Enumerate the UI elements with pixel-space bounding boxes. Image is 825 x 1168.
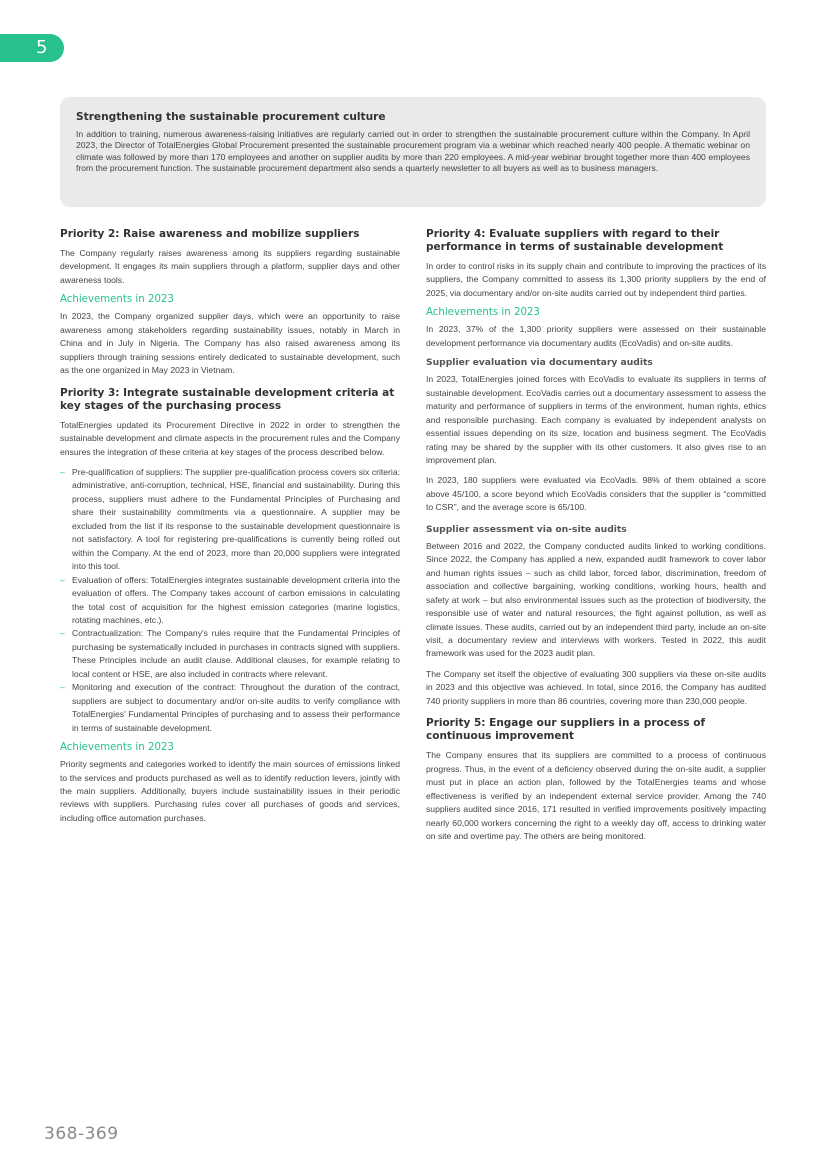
priority-2-achievements-text: In 2023, the Company organized supplier days, which were an opportunity to raise awareness among stakeholders regarding sustainability issues, notably in March in China and in July in Nigeria. The Company has also raised awareness among its suppliers through training sessions entirely dedicated to sustainable development, such as the one organized in May 2023 in Vietnam. bbox=[60, 311, 400, 376]
right-column bbox=[426, 228, 766, 850]
callout-box bbox=[60, 97, 766, 207]
onsite-audits-text-1: Between 2016 and 2022, the Company conducted audits linked to working conditions. Since 2022, the Company has applied a new, expanded audit framework to cover labor and human rights issues – such as child labor, forced labor, discrimination, freedom of association and collective bargaining, working conditions, working hours, health and safety at work – but also environmental issues such as the protection of biodiversity, the responsible use of water and natural resources, the fight against pollution, as well as climate issues. These audits, carried out by an independent third party, include an on-site visit, a documentary review and interviews with workers. Tested in 2022, this audit framework was used for the 2023 audit plan. bbox=[426, 540, 766, 659]
priority-5-title: Priority 5: Engage our suppliers in a process of continuous improvement bbox=[426, 717, 706, 743]
documentary-audits-text-1: In 2023, TotalEnergies joined forces with EcoVadis to evaluate its suppliers in terms of sustainable development. EcoVadis carries out a documentary assessment to assess the maturity and performance of suppliers in terms of the environment, human rights, ethics and responsible purchasing. Each company is evaluated by independent analysts on essential issues depending on its size, location and business segment. The EcoVadis rating may be shared by the supplier with its other customers. It also gives rise to an improvement plan. bbox=[426, 374, 766, 465]
priority-3-achievements-text: Priority segments and categories worked to identify the main sources of emissions linked to the services and products purchased as well as to identify reduction levers, jointly with the main suppliers. Additionally, buyers include sustainability issues in their periodic reviews with suppliers. Purchasing rules cover all purchases of goods and services, including office automation purchases. bbox=[60, 759, 400, 823]
list-item bbox=[60, 627, 400, 681]
list-item-text: Monitoring and execution of the contract: Throughout the duration of the contract, suppliers are subject to documentary and/or on-site audits to verify compliance with TotalEnergies' Fundamental Principles of purchasing and to assess their performance in terms of sustainable development. bbox=[72, 682, 400, 733]
list-item bbox=[60, 466, 400, 574]
chapter-tab: 5 bbox=[0, 34, 64, 62]
priority-5-text: The Company ensures that its suppliers are committed to a process of continuous progress. Thus, in the event of a deficiency observed during the on-site audit, a supplier must put in place an action plan, followed by the TotalEnergies teams and whose effectiveness is verified by an independent external service provider. Among the 740 suppliers audited since 2016, 171 resulted in verified improvements positively impacting nearly 60,000 workers concerning the right to a weekly day off, access to drinking water on site and overtime pay. The others are being monitored. bbox=[426, 750, 766, 841]
list-item-text: Contractualization: The Company's rules require that the Fundamental Principles of purchasing be systematically included in purchases in contracts signed with suppliers. These Principles include an audit clause. Additional clauses, for example relating to local content or HSE, are also included in contracts where relevant. bbox=[72, 628, 400, 679]
priority-4-title: Priority 4: Evaluate suppliers with regard to their performance in terms of sustainable development bbox=[426, 228, 724, 253]
dash-bullet: – bbox=[60, 628, 65, 639]
onsite-audits-text-2: The Company set itself the objective of evaluating 300 suppliers via these on-site audits in 2023 and this objective was achieved. In total, since 2016, the Company has audited 740 priority suppliers in more than 86 countries, covering more than 230,000 people. bbox=[426, 668, 766, 706]
dash-bullet: – bbox=[60, 466, 65, 477]
page-numbers: 368-369 bbox=[44, 1124, 119, 1144]
priority-2-text: The Company regularly raises awareness among its suppliers regarding sustainable development. It engages its main suppliers through a platform, supplier days and other awareness tools. bbox=[60, 248, 400, 285]
list-item bbox=[60, 681, 400, 735]
achievements-label: Achievements in 2023 bbox=[426, 307, 540, 319]
onsite-audits-title: Supplier assessment via on-site audits bbox=[426, 523, 627, 535]
documentary-audits-text-2: In 2023, 180 suppliers were evaluated via EcoVadis. 98% of them obtained a score above 45/100, a score beyond which EcoVadis considers that the supplier is “committed to CSR”, and the average score is 65/100. bbox=[426, 475, 766, 513]
priority-4-achievements-text: In 2023, 37% of the 1,300 priority suppliers were assessed on their sustainable development performance via documentary audits (EcoVadis) and on-site audits. bbox=[426, 324, 766, 348]
priority-3-text: TotalEnergies updated its Procurement Directive in 2022 in order to strengthen the sustainable development and climate aspects in the procurement rules and the Company ensures the integration of these criteria at key stages of the process described below. bbox=[60, 419, 400, 457]
callout-title: Strengthening the sustainable procurement culture bbox=[76, 111, 386, 123]
list-item-text: Evaluation of offers: TotalEnergies integrates sustainable development criteria into the evaluation of offers. The Company takes account of carbon emissions in calculating the total cost of acquisition for the highest emission categories (marine logistics, rotating machines, etc.). bbox=[72, 574, 400, 625]
dash-bullet: – bbox=[60, 682, 65, 693]
priority-4-text: In order to control risks in its supply chain and contribute to improving the practices of its suppliers, the Company committed to assess its 1,300 priority suppliers by the end of 2025, via documentary and/or on-site audits carried out by independent third parties. bbox=[426, 261, 766, 298]
dash-bullet: – bbox=[60, 574, 65, 585]
achievements-label: Achievements in 2023 bbox=[60, 742, 174, 754]
documentary-audits-title: Supplier evaluation via documentary audits bbox=[426, 357, 653, 369]
list-item-text: Pre-qualification of suppliers: The supplier pre-qualification process covers six criteria: administrative, anti-corruption, technical, HSE, financial and sustainability. During this process, suppliers must adhere to the Fundamental Principles of Purchasing and share their sustainability commitments via a questionnaire. A supplier may be excluded from the list if its response to the sustainable development questionnaire is not satisfactory. A tool for registering pre-qualifications is currently being rolled out within the Company. At the end of 2023, more than 20,000 suppliers were integrated into this tool. bbox=[72, 466, 400, 572]
achievements-label: Achievements in 2023 bbox=[60, 294, 174, 306]
priority-3-title: Priority 3: Integrate sustainable development criteria at key stages of the purchasing process bbox=[60, 386, 395, 412]
left-column bbox=[60, 228, 400, 832]
callout-text: In addition to training, numerous awareness-raising initiatives are regularly carried out in order to strengthen the sustainable procurement culture within the Company. In April 2023, the Director of TotalEnergies Global Procurement presented the sustainable procurement program via a webinar which reached nearly 400 people. A thematic webinar on climate was followed by more than 170 employees and another on supplier audits by more than 220 employees. A mid-year webinar brought together more than 400 employees from the procurement function. The sustainable procurement department also sends a quarterly newsletter to all buyers as well as to business managers. bbox=[76, 129, 750, 173]
list-item bbox=[60, 574, 400, 628]
priority-2-title: Priority 2: Raise awareness and mobilize suppliers bbox=[60, 228, 360, 240]
process-stages-list bbox=[60, 466, 400, 735]
